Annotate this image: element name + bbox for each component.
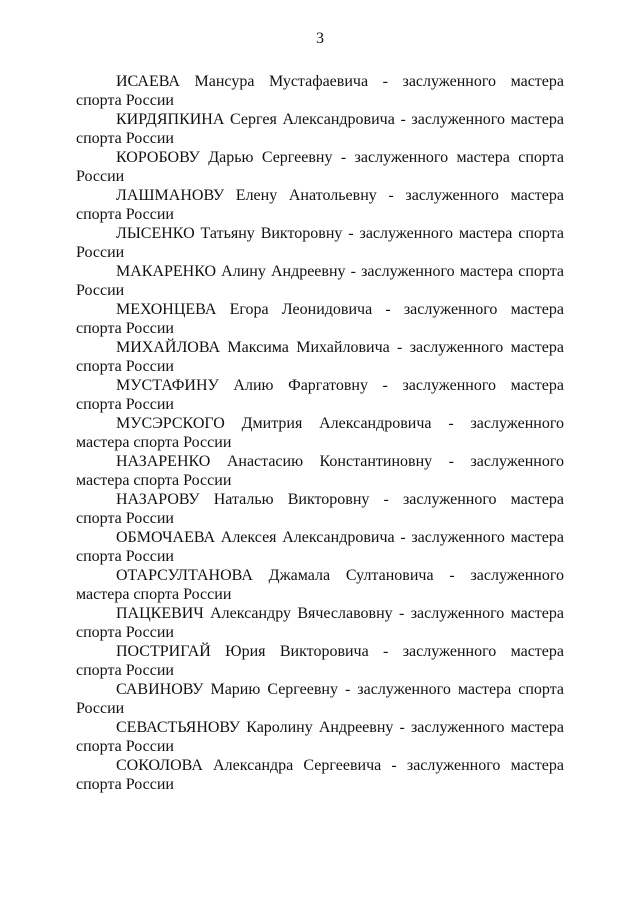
entry-continuation: России	[76, 700, 125, 717]
entry-first-line: МИХАЙЛОВА Максима Михайловича - заслуженного мастера	[116, 339, 564, 356]
list-item	[76, 680, 564, 718]
entry-continuation: спорта России	[76, 130, 174, 147]
list-item	[76, 414, 564, 452]
entry-continuation: спорта России	[76, 358, 174, 375]
entry-continuation: спорта России	[76, 548, 174, 565]
entry-first-line: НАЗАРОВУ Наталью Викторовну - заслуженного мастера	[116, 491, 564, 508]
list-item	[76, 490, 564, 528]
list-item	[76, 300, 564, 338]
entry-first-line: СОКОЛОВА Александра Сергеевича - заслуженного мастера	[116, 757, 564, 774]
entry-continuation: спорта России	[76, 206, 174, 223]
entry-first-line: КОРОБОВУ Дарью Сергеевну - заслуженного мастера спорта	[116, 149, 564, 166]
entry-continuation: спорта России	[76, 396, 174, 413]
entry-continuation: спорта России	[76, 624, 174, 641]
entry-continuation: спорта России	[76, 92, 174, 109]
list-item	[76, 604, 564, 642]
list-item	[76, 528, 564, 566]
entry-first-line: ОТАРСУЛТАНОВА Джамала Султановича - заслуженного	[116, 567, 564, 584]
list-item	[76, 224, 564, 262]
entry-continuation: мастера спорта России	[76, 586, 232, 603]
entry-first-line: КИРДЯПКИНА Сергея Александровича - заслуженного мастера	[116, 111, 564, 128]
entry-continuation: России	[76, 244, 125, 261]
award-list	[76, 72, 564, 794]
page-number: 3	[316, 30, 324, 47]
list-item	[76, 338, 564, 376]
list-item	[76, 756, 564, 794]
entry-continuation: спорта России	[76, 776, 174, 793]
entry-first-line: СЕВАСТЬЯНОВУ Каролину Андреевну - заслуженного мастера	[116, 719, 564, 736]
entry-continuation: России	[76, 168, 125, 185]
entry-first-line: МУСТАФИНУ Алию Фаргатовну - заслуженного мастера	[116, 377, 564, 394]
entry-first-line: ПОСТРИГАЙ Юрия Викторовича - заслуженного мастера	[116, 643, 564, 660]
entry-first-line: ИСАЕВА Мансура Мустафаевича - заслуженного мастера	[116, 73, 564, 90]
entry-continuation: спорта России	[76, 662, 174, 679]
entry-continuation: мастера спорта России	[76, 472, 232, 489]
entry-continuation: спорта России	[76, 320, 174, 337]
list-item	[76, 566, 564, 604]
list-item	[76, 376, 564, 414]
list-item	[76, 110, 564, 148]
entry-first-line: ОБМОЧАЕВА Алексея Александровича - заслуженного мастера	[116, 529, 564, 546]
entry-continuation: мастера спорта России	[76, 434, 232, 451]
list-item	[76, 642, 564, 680]
entry-first-line: МУСЭРСКОГО Дмитрия Александровича - заслуженного	[116, 415, 564, 432]
list-item	[76, 452, 564, 490]
entry-continuation: России	[76, 282, 125, 299]
list-item	[76, 718, 564, 756]
entry-first-line: МЕХОНЦЕВА Егора Леонидовича - заслуженного мастера	[116, 301, 564, 318]
entry-first-line: ЛАШМАНОВУ Елену Анатольевну - заслуженного мастера	[116, 187, 564, 204]
entry-continuation: спорта России	[76, 738, 174, 755]
entry-continuation: спорта России	[76, 510, 174, 527]
list-item	[76, 72, 564, 110]
list-item	[76, 186, 564, 224]
entry-first-line: НАЗАРЕНКО Анастасию Константиновну - заслуженного	[116, 453, 564, 470]
list-item	[76, 148, 564, 186]
entry-first-line: ЛЫСЕНКО Татьяну Викторовну - заслуженного мастера спорта	[116, 225, 564, 242]
entry-first-line: ПАЦКЕВИЧ Александру Вячеславовну - заслуженного мастера	[116, 605, 564, 622]
entry-first-line: МАКАРЕНКО Алину Андреевну - заслуженного мастера спорта	[116, 263, 564, 280]
list-item	[76, 262, 564, 300]
entry-first-line: САВИНОВУ Марию Сергеевну - заслуженного мастера спорта	[116, 681, 564, 698]
